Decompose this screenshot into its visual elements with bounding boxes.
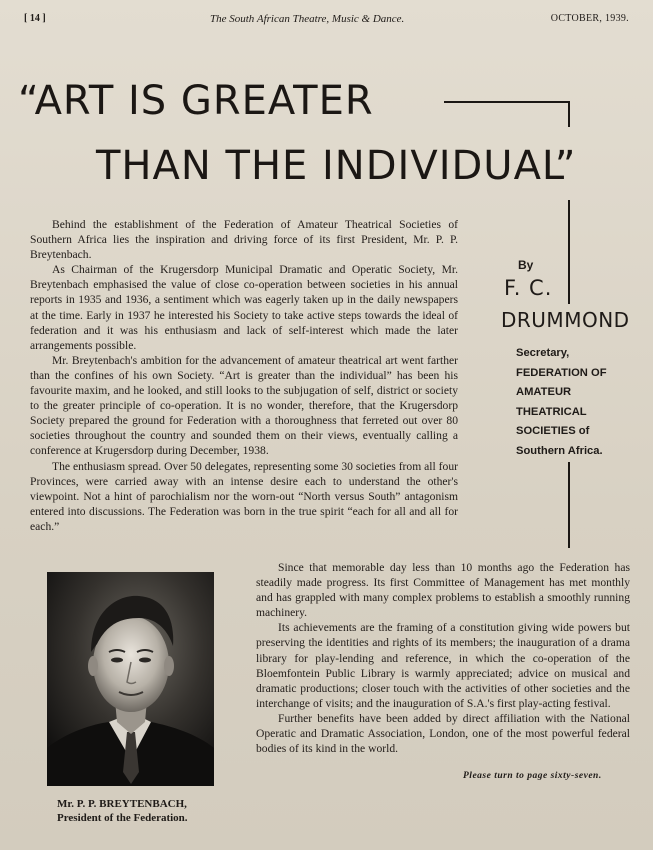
affiliation-line: AMATEUR xyxy=(516,386,572,398)
portrait-photo xyxy=(47,572,214,786)
affiliation-line: SOCIETIES of xyxy=(516,425,590,437)
article-paragraph: As Chairman of the Krugersdorp Municipal Dramatic and Operatic Society, Mr. Breytenbach emphasised the value of close co-operation between societies in his annual reports in 1935 and 1936, a sentiment which was eagerly taken up in the daily newspapers at the time. Early in 1937 he interested his Society to take active steps towards the ideal of federation and it was his enthusiasm and lack of self-interest which made the later arrangements possible. xyxy=(30,263,458,352)
headline-line-2: THAN THE INDIVIDUAL” xyxy=(96,143,577,189)
article-paragraph: Since that memorable day less than 10 months ago the Federation has steadily made progress. Its first Committee of Management has met monthly and has grappled with many complex problems to establish a smoothly running machinery. xyxy=(256,561,630,620)
caption-title: President of the Federation. xyxy=(57,812,188,824)
article-paragraph: The enthusiasm spread. Over 50 delegates, representing some 30 societies from all four Provinces, were carried away with an intense desire each to understand the other's viewpoint. Not a hint of parochialism nor the worn-out “North versus South” antagonism entered into discussions. The Federation was born in the true spirit “each for all and all for each.” xyxy=(30,459,458,533)
article-column-2 xyxy=(256,560,630,756)
affiliation-line: Secretary, xyxy=(516,347,570,359)
article-paragraph: Mr. Breytenbach's ambition for the advancement of amateur theatrical art went farther than the confines of his own Society. “Art is greater than the individual” has been his favourite maxim, and he looked, and still looks to the subjugation of self, district or society to the greater principle of co-operation. It is no wonder, therefore, that the Krugersdorp Society prepared the ground for Federation with a thoroughness that ferreted out over 80 societies throughout the country and sounded them on their views, eventually calling a conference at Krugersdorp during December, 1938. xyxy=(30,353,458,458)
author-affiliation xyxy=(516,344,607,461)
portrait-illustration xyxy=(47,572,214,786)
decorative-rule xyxy=(568,101,570,127)
decorative-rule xyxy=(568,200,570,304)
decorative-rule xyxy=(444,101,569,103)
affiliation-line: THEATRICAL xyxy=(516,405,587,418)
headline-line-1: “ART IS GREATER xyxy=(18,78,374,124)
author-initials: F. C. xyxy=(504,276,553,300)
byline-by: By xyxy=(518,258,534,272)
magazine-title: The South African Theatre, Music & Dance. xyxy=(210,13,405,25)
affiliation-line: Southern Africa. xyxy=(516,444,603,457)
article-paragraph: Further benefits have been added by direct affiliation with the National Operatic and Dramatic Association, London, one of the most powerful federal bodies of its kind in the world. xyxy=(256,711,630,756)
photo-caption xyxy=(57,797,188,825)
affiliation-line: FEDERATION OF xyxy=(516,366,607,379)
article-paragraph: Its achievements are the framing of a constitution giving wide powers but preserving the identities and rights of its members; the inauguration of a drama library for play-lending and reference, in which the co-operation of the Bloemfontein Public Library is warmly appreciated; advice on musical and dramatic productions; closer touch with the activities of other societies and the interchange of visits; and the inauguration of S.A.'s first play-acting festival. xyxy=(256,621,630,710)
continuation-note: Please turn to page sixty-seven. xyxy=(463,771,602,781)
decorative-rule xyxy=(568,462,570,548)
issue-date: OCTOBER, 1939. xyxy=(550,13,629,24)
page-number: [ 14 ] xyxy=(24,13,46,24)
article-paragraph: Behind the establishment of the Federation of Amateur Theatrical Societies of Southern Africa lies the inspiration and driving force of its first President, Mr. P. P. Breytenbach. xyxy=(30,218,458,262)
article-column-1 xyxy=(30,217,458,534)
author-surname: DRUMMOND xyxy=(501,308,630,332)
caption-name: Mr. P. P. BREYTENBACH, xyxy=(57,798,187,810)
